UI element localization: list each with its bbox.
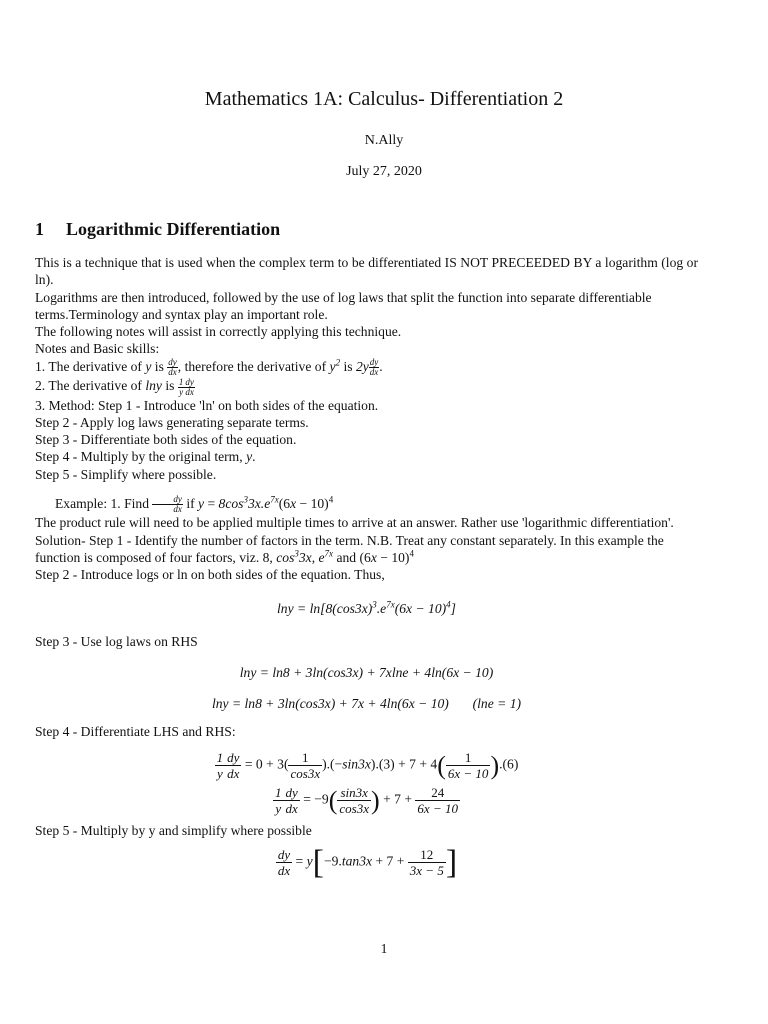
skill-3: 3. Method: Step 1 - Introduce 'ln' on both sides of the equation. — [35, 397, 379, 413]
section-number: 1 — [35, 219, 44, 239]
equation-log-laws-1: lny = ln8 + 3ln(cos3x) + 7xlne + 4ln(6x − 10) — [239, 665, 494, 681]
skill-6: Step 4 - Multiply by the original term, y. — [35, 449, 256, 465]
intro-paragraph-2: Logarithms are then introduced, followed by the use of log laws that split the function into separate differentiable terms.Terminology and syntax play an important role. — [35, 289, 652, 322]
step-4-text: Step 4 - Differentiate LHS and RHS: — [35, 723, 236, 739]
intro-paragraph-4: Notes and Basic skills: — [35, 341, 160, 357]
equation-differentiate-2: $\frac{1}{y}$ $\frac{dy}{dx}$ = −9( $\frac{\sin 3x}{\cos 3x}$ ) + 7 + $\frac{24}{6x - 10}$ — [275, 785, 458, 817]
example-paragraph-1: The product rule will need to be applied multiple times to arrive at an answer. Rather use 'logarithmic differentiation'. — [35, 515, 674, 531]
intro-paragraph-1: This is a technique that is used when the complex term to be differentiated IS NOT PRECEEDED BY a logarithm (log or ln). — [35, 255, 698, 288]
skill-1: 1. The derivative of y is $\frac{dy}{dx}$ , therefore the derivative of $y^2$ is 2y $\frac{dy}{dx}$ . — [35, 357, 383, 378]
equation-final: $\frac{dy}{dx}$ = y[−9.tan3x + 7 + $\frac{12}{3x - 5}$ ] — [277, 844, 458, 882]
skill-5: Step 3 - Differentiate both sides of the equation. — [35, 432, 297, 448]
section-title: Logarithmic Differentiation — [66, 219, 281, 239]
equation-differentiate-1: $\frac{1}{y}$ $\frac{dy}{dx}$ = 0 + 3( $\frac{1}{\cos 3x}$ ).(−sin3x).(3) + 7 + 4( $\frac{1}{6x - 10}$ ).(6) — [216, 750, 519, 782]
step-2-text: Step 2 - Introduce logs or ln on both sides of the equation. Thus, — [35, 567, 385, 583]
document-date: July 27, 2020 — [346, 164, 422, 179]
equation-log-laws-2: lny = ln8 + 3ln(cos3x) + 7x + 4ln(6x − 10) (lne = 1) — [211, 696, 522, 712]
dy-dx-fraction: $\frac{dy}{dx}$ — [168, 357, 177, 378]
equation-ln-intro: $\ln y = \ln[8(\cos 3x)^3.e^{7x}(6x - 10)^4]$ — [277, 599, 456, 616]
intro-paragraph-3: The following notes will assist in correctly applying this technique. — [35, 324, 402, 340]
skill-4: Step 2 - Apply log laws generating separate terms. — [35, 414, 309, 430]
step-5-text: Step 5 - Multiply by y and simplify where possible — [35, 823, 312, 839]
skill-7: Step 5 - Simplify where possible. — [35, 466, 217, 482]
document-author: N.Ally — [364, 133, 404, 148]
step-3-text: Step 3 - Use log laws on RHS — [35, 633, 198, 649]
example-statement: Example: 1. Find $\frac{dy}{dx}$ if $y = 8\cos^33x.e^{7x}(6x - 10)^4$ — [55, 494, 334, 515]
section-heading — [35, 219, 280, 240]
skill-2: 2. The derivative of lny is $\frac{1}{y}$ $\frac{dy}{dx}$ — [35, 376, 194, 397]
page-number: 1 — [380, 941, 388, 956]
document-body — [35, 254, 698, 882]
example-paragraph-2: Solution- Step 1 - Identify the number of factors in the term. N.B. Treat any constant separately. In this example the function is composed of four factors, viz. 8, $\cos^33x$, $e^{7x}$ and $(6x - 10)^4$ — [35, 532, 664, 565]
lne-note: (lne = 1) — [472, 696, 522, 712]
document-title: Mathematics 1A: Calculus- Differentiation 2 — [204, 88, 564, 110]
